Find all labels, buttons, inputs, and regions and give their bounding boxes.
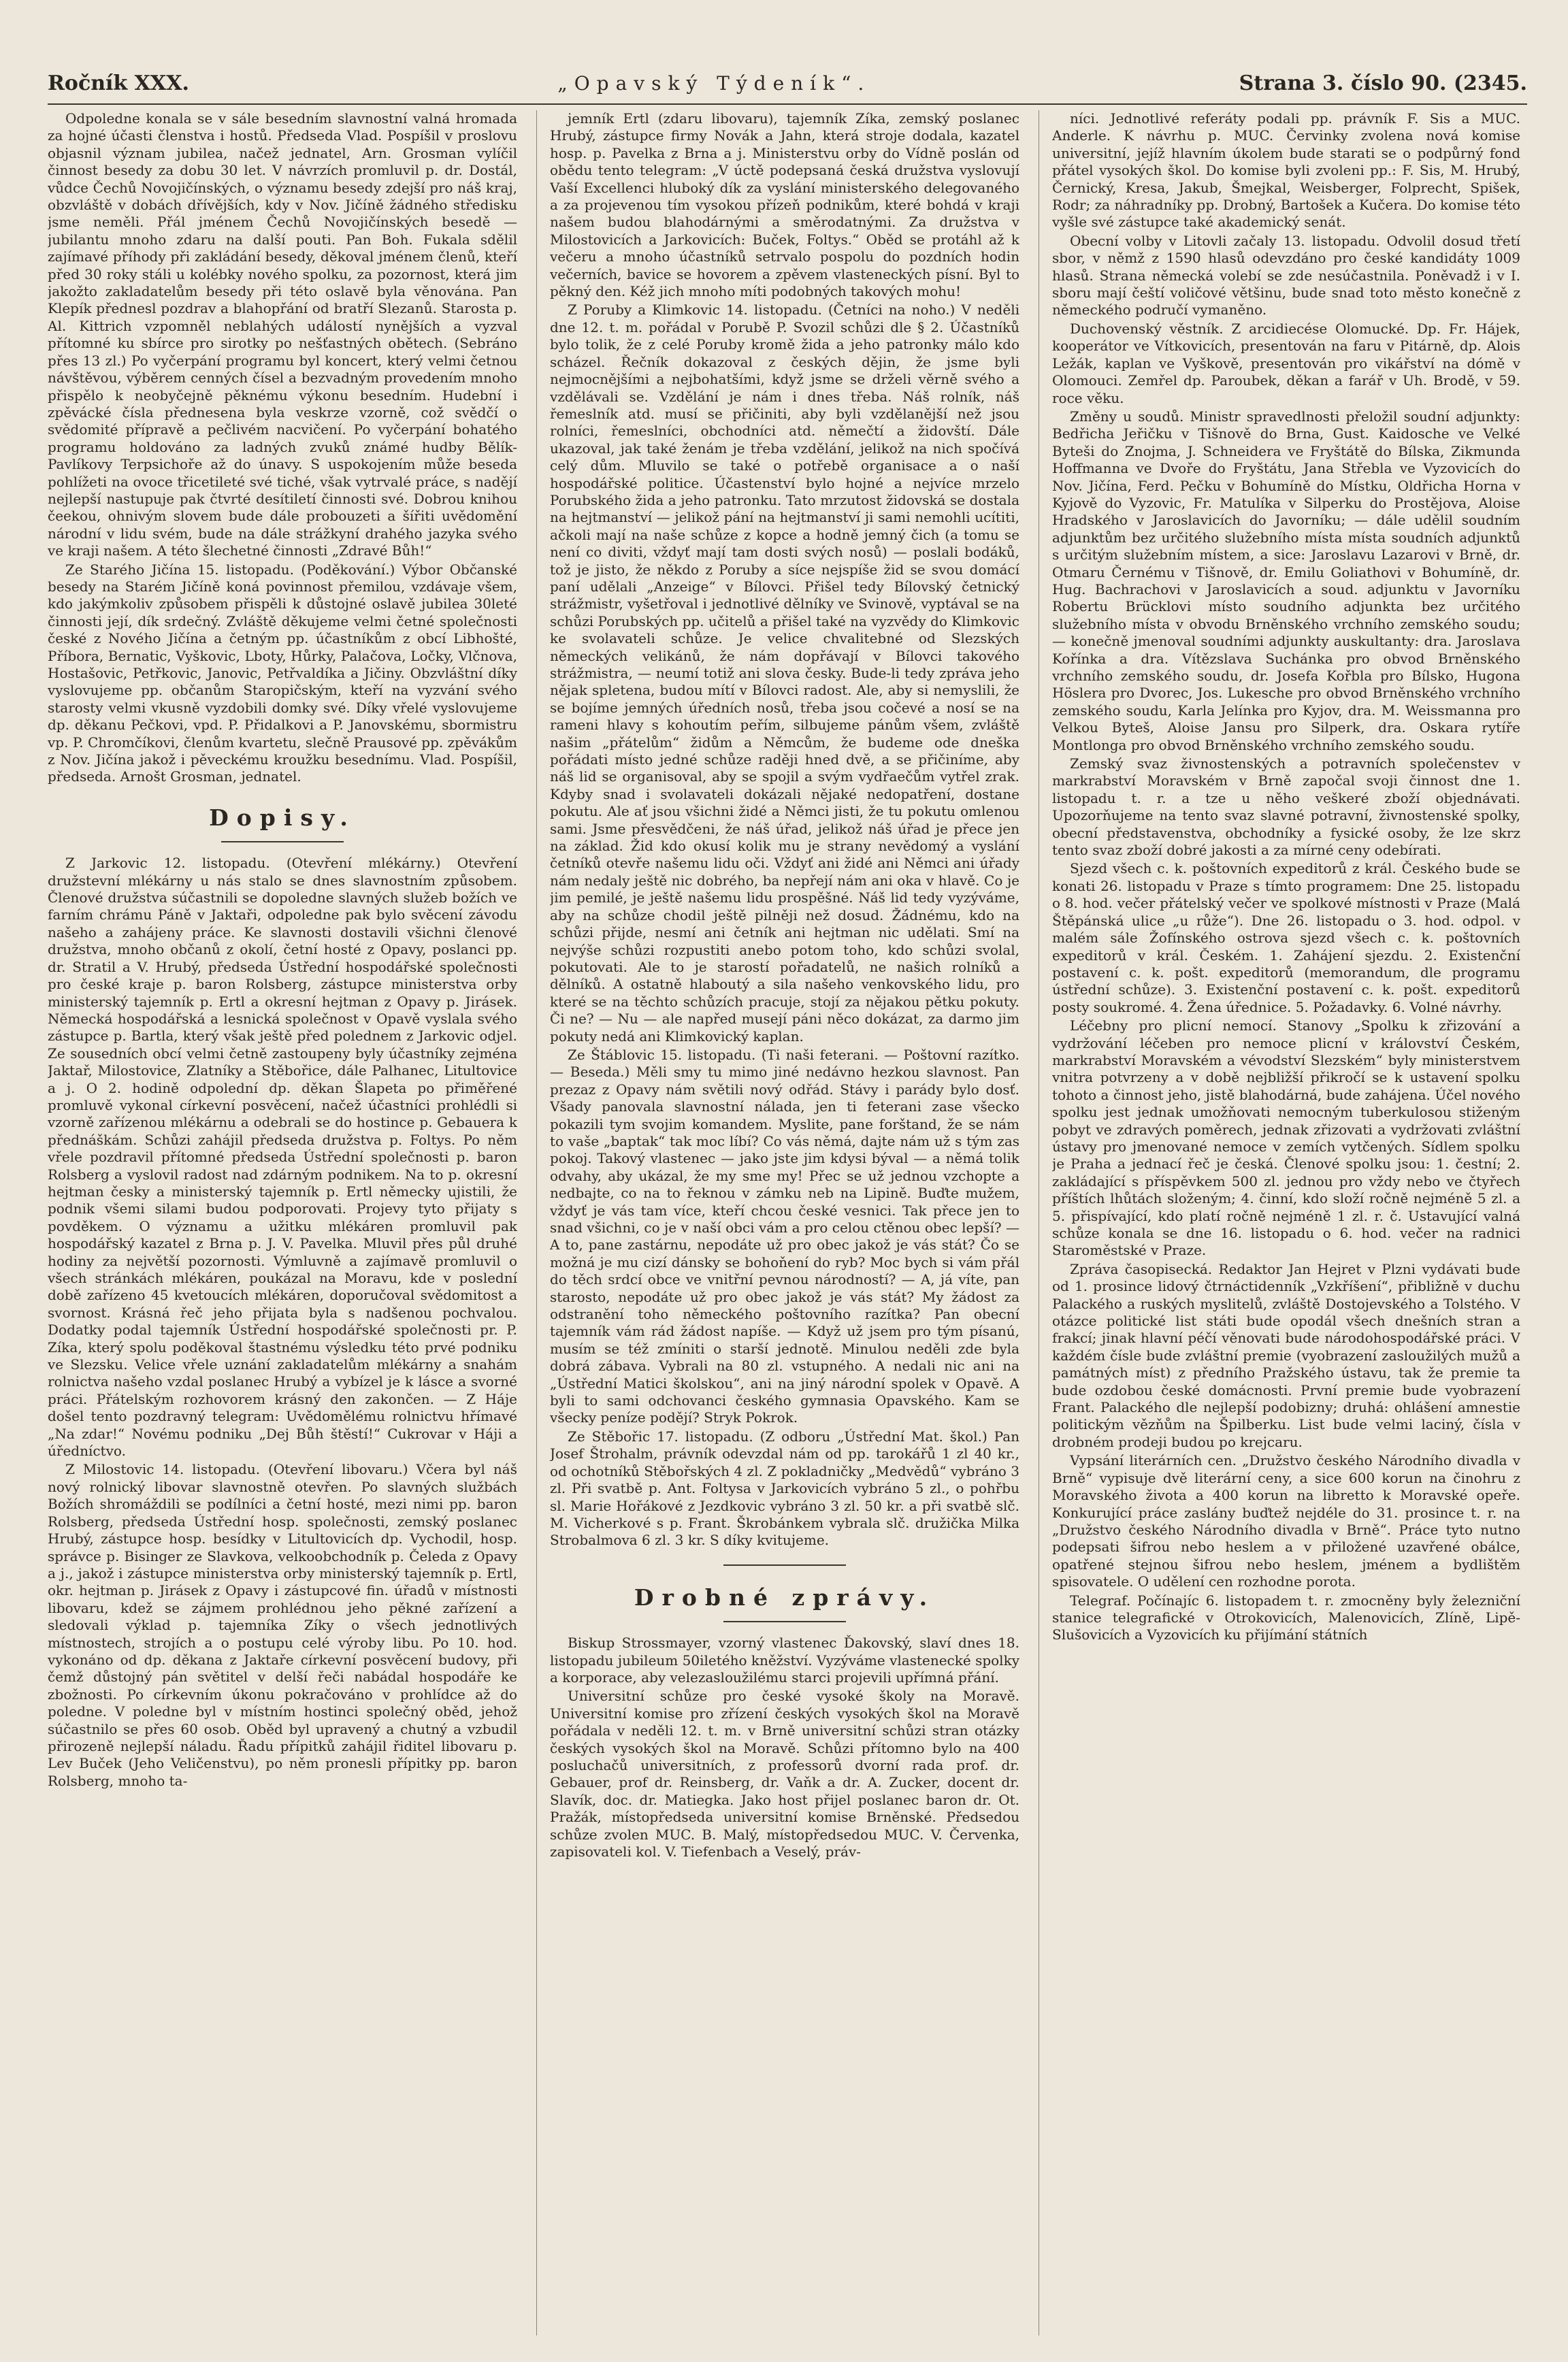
article-paragraph: jemník Ertl (zdaru libovaru), tajemník Zíka, zemský poslanec Hrubý, zástupce firmy Novák a Jahn, která stroje dodala, kazatel hosp. p. Pavelka z Brna a j. Ministerstvu orby do Vídně poslán od obědu tento telegram: „V úctě podepsaná česká družstva vyslovují Vaší Excellenci hluboký dík za vyslání ministerského delegovaného a za projevenou tím vysokou přízeň podnikům, které bohdá v kraji našem budou blahodárnými a směrodatnými. Za družstva v Milostovicích a Jarkovicích: Buček, Foltys.“ Oběd se protáhl až k večeru a mnoho účastníků setrvalo pospolu do pozdních hodin večerních, bavice se hovorem a zpěvem vlasteneckých písní. Byl to pěkný den. Kéž jich mnoho míti podobných takových mohu! <box>550 110 1019 300</box>
article-paragraph: Ze Štáblovic 15. listopadu. (Ti naši feterani. — Poštovní razítko. — Beseda.) Měli smy tu mimo jiné nedávno hezkou slavnost. Pan prezaz z Opavy nám světili nový odřád. Stávy i parády bylo dosť. Všady panovala slavnostní nálada, jen ti feterani zase všecko pokazili tym svojim komandem. Myslite, pane forštand, že se nám to vaše „baptak“ tak moc líbí? Co vás němá, dajte nám už s tým zas pokoj. Takový vlastenec — jako jste jim kdysi býval — a němá tolik odvahy, aby ukázal, že my sme my! Přec se už jednou vzchopte a nedbajte, co na to řeknou v zámku neb na Lipině. Buďte mužem, vždyť je vás tam více, kteří chcou české vesnici. Tak přece jen to snad všichni, co je v naší obci vám a pro celou ctěnou obec lepší? — A to, pane zastárnu, nepodáte už pro obec jakož je vás stát? Čo se možná je mu cizí dánsky se bohoňení do ryb? Moc bych si vám přál do těch srdcí obce ve vnitřní pevnou národností? — A, já víte, pan starosto, nepodáte už pro obec jakož je vás stát? My žádost za odstranění toho německého poštovního razítka? Pan obecní tajemník vám rád žádost napíše. — Když už jsem pro tým písanú, musím se též zmíniti o starší jednotě. Minulou neděli zde byla dobrá zábava. Vybrali na 80 zl. vstupného. A nedali nic ani na „Ústřední Matici školskou“, ani na jiný národní spolek v Opavě. A byli to sami odchovanci českého gymnasia Opavského. Kam se všecky peníze podějí? Stryk Pokrok. <box>550 1046 1019 1426</box>
section-heading-drobne-zpravy: Drobné zprávy. <box>634 1584 936 1611</box>
article-paragraph: Léčebny pro plicní nemocí. Stanovy „Spolku k zřizování a vydržování léčeben pro nemoce plicní v království Českém, markrabství Moravském a vévodství Slezském“ byly ministerstvem vnitra potvrzeny a v době nejbližší přikročí se k ustavení spolku tohoto a činnost jeho, jistě blahodárná, bude zahájena. Účel nového spolku jest jednak umožňovati nemocným tuberkulosou stiženým pobyt ve zdravých poměrech, jednak zřizovati a vydržovati zvláštní ústavy pro jmenované nemoce v zemích vytčených. Sídlem spolku je Praha a jednací řeč je česká. Členové spolku jsou: 1. čestní; 2. zakládající s příspěvkem 500 zl. jednou pro vždy nebo ve čtyřech příštích lhůtách složeným; 4. činní, kdo složí ročně nejméně 5 zl. a 5. přispívající, kdo platí ročně nejméně 1 zl. r. č. Ustavující valná schůze konala se dne 16. listopadu o 6. hod. večer na radnici Staroměstské v Praze. <box>1052 1017 1520 1259</box>
article-paragraph: Zpráva časopisecká. Redaktor Jan Hejret v Plzni vydávati bude od 1. prosince lidový čtrnáctidenník „Vzkříšení“, přibližně v duchu Palackého a ruských myslitelů, zvláště Dostojevského a Tolstého. V otázce politické list státi bude opodál všech dnešních stran a frakcí; jinak hlavní péčí věnovati bude národohospodářské práci. V každém čísle bude zvláštní premie (vyobrazení zasloužilých mužů a památných míst) z předního Pražského ústavu, tak že premie ta bude ozdobou české domácnosti. První premie bude vyobrazení Frant. Palackého dle nejlepší podobizny; druhá: ohlášení amnestie politickým vězňům na Špilberku. List bude velmi laciný, čísla v drobném prodeji budou po krejcaru. <box>1052 1260 1520 1450</box>
article-paragraph: Z Poruby a Klimkovic 14. listopadu. (Četníci na noho.) V neděli dne 12. t. m. pořádal v Porubě P. Svozil schůzi dle § 2. Účastníků bylo tolik, že z celé Poruby kromě žida a jeho patronky málo kdo scházel. Řečník dokazoval z českých dějin, že jsme byli nejmocnějšími a nejbohatšími, když jsme se drželi věrně svého a vzdělávali se. Vzdělání je nám i dnes třeba. Náš rolník, náš řemeslník atd. musí se přičiniti, aby byli vzdělanější než jsou rolníci, řemeslníci, obchodníci atd. němečtí a židovští. Dále ukazoval, jak také ženám je třeba vzdělání, jelikož na nich spočívá celý dům. Mluvilo se také o potřebě organisace a o naší hospodářské politice. Účastenství bylo hojné a nejvíce mrzelo Porubského žida a jeho patronku. Tato mrzutost židovská se dostala na hejtmanství — jelikož pání na hejtmanství ji sami nemohli ucítiti, ačkoli mají na naše schůze z kopce a hodně jemný čich (a tomu se není co diviti, vždyť mají tam dosti svých nosů) — poslali bodáků, tož je jisto, že někdo z Poruby a síce nejspíše žid se svou domácí paní udělali „Anzeige“ v Bílovci. Přišel tedy Bílovský četnický strážmistr, vyšetřoval i jednotlivé dělníky ve Svinově, vyptával se na schůzi Porubských pp. učitelů a přišel také na vyzvědy do Klimkovic ke svolavateli schůze. Je velice chvalitebné od Slezských německých velikánů, že nám dopřávají v Bílovci takového strážmistra, — neumí totiž ani slova česky. Bude-li tedy zpráva jeho nějak spletena, budou mítí v Bílovci radost. Ale, aby si nemyslili, že se bojíme jemných úředních nosů, třeba jsou cočevé a nosí se na rameni hlavy s kohoutím peřím, silbujeme pánům všem, zvláště našim „přátelům“ židům a Němcům, že budeme ode dneška pořádati místo jedné schůze raději hned dvě, a se přičiníme, aby náš lid se organisoval, aby se spojil a svým vydřaečům vytřel zrak. Kdyby snad i svolavateli dokázali nějaké nedopatření, dostane pokutu. Ale ať jsou všichni židé a Němci jisti, že tu pokutu omlenou sami. Jsme přesvědčeni, že náš úřad, jelikož náš úřad je přece jen na základ. Žid kdo okusí kolik mu je strany nevědomý a vyslání četníků otevře našemu lidu oči. Vždyť ani židé ani Němci ani úřady nám nedaly ještě nic dobrého, ba nepřejí nám ani oka v hlavě. Co je jim pemilé, je ještě našemu lidu prospěšné. Náš lid tedy vyzýváme, aby na schůze chodil ještě pilněji než dosud. Žádnému, kdo na schůzi přijde, nesmí ani četník ani hejtman nic udělati. Smí na nejvýše schůzi rozpustiti anebo potom toho, kdo schůzi svolal, pokutovati. Ale to je starostí pořadatelů, ne našich rolníků a dělníků. A ostatně hlaboutý a sila našeho venkovského lidu, pro které se na těchto schůzích pracuje, stojí za nějakou pětku pokuty. Či ne? — Nu — ale napřed musejí páni něco dokázat, za darmo jim pokuty nedá ani Klimkovický kaplan. <box>550 301 1019 1045</box>
section-heading-dopisy: Dopisy. <box>209 804 356 831</box>
article-paragraph: Změny u soudů. Ministr spravedlnosti přeložil soudní adjunkty: Bedřicha Jeřičku v Tišnově do Brna, Gust. Kaidosche ve Velké Byteši do Znojma, J. Schneidera ve Fryštátě do Bílska, Zikmunda Hoffmanna ve Dvoře do Fryštátu, Jana Střebla ve Vyzovicích do Nov. Jičína, Ferd. Pečku v Bohumíně do Místku, Oldřicha Horna v Kyjově do Vyzovic, Fr. Matulíka v Silperku do Prostějova, Aloise Hradského v Jaroslavicích do Javorníku; — dále udělil soudním adjunktům bez určitého služebního místa místa soudních adjunktů s určitým služebním místem, a sice: Jaroslavu Lazarovi v Brně, dr. Otmaru Černému v Tišnově, dr. Emilu Goliathovi v Bohumíně, dr. Hug. Bachrachovi v Jaroslavicích a soud. adjunktu v Javorníku Robertu Brücklovi místo soudního adjunkta bez určitého služebního místa v obvodu Brněnského vrchního zemského soudu; — konečně jmenoval soudními adjunkty auskultanty: dra. Jaroslava Kořínka a dra. Vítězslava Suchánka pro obvod Brněnského vrchního zemského soudu, dr. Josefa Kořbla pro Bílsko, Hugona Höslera pro Dvorec, Jos. Lukesche pro obvod Brněnského vrchního zemského soudu, Karla Jelínka pro Kyjov, dra. M. Weissmanna pro Velkou Byteš, Aloise Jansu pro Silperk, dra. Oskara rytíře Montlonga pro obvod Brněnského vrchního zemského soudu. <box>1052 408 1520 753</box>
column-1 <box>48 110 517 2335</box>
article-paragraph: Biskup Strossmayer, vzorný vlastenec Ďakovský, slaví dnes 18. listopadu jubileum 50iletého kněžství. Vyzýváme vlastenecké spolky a korporace, aby velezasloužilému starci projevili upřímná přání. <box>550 1635 1019 1686</box>
volume-label: Ročník XXX. <box>48 71 189 95</box>
article-paragraph: Vypsání literárních cen. „Družstvo českého Národního divadla v Brně“ vypisuje dvě literární ceny, a sice 600 korun na činohru z Moravského života a 400 korun na libretto k Moravské opeře. Konkurující práce zaslány buďtež nejdéle do 31. prosince t. r. na „Družstvo českého Národního divadla v Brně“. Práce tyto nutno podepsati šifrou nebo heslem a v přiložené uzavřené obálce, opatřené stejnou šifrou nebo heslem, jménem a bydlištěm spisovatele. O udělení cen rozhodne porota. <box>1052 1452 1520 1590</box>
column-divider <box>536 110 537 2335</box>
page-number-label: Strana 3. číslo 90. (2345. <box>1239 71 1527 95</box>
article-paragraph: Universitní schůze pro české vysoké školy na Moravě. Universitní komise pro zřízení českých vysokých škol na Moravě pořádala v neděli 12. t. m. v Brně universitní schůzi stran otázky českých vysokých škol na Moravě. Schůzi přítomno bylo na 400 posluchačů universitních, z professorů dvorní rada prof. dr. Gebauer, prof dr. Reinsberg, dr. Vaňk a dr. A. Zucker, docent dr. Slavík, doc. dr. Matiegka. Jako host přijel poslanec baron dr. Ot. Pražák, místopředseda universitní komise Brněnské. Předsedou schůze zvolen MUC. B. Malý, místopředsedou MUC. V. Červenka, zapisovateli kol. V. Tiefenbach a Veselý, práv- <box>550 1688 1019 1860</box>
article-paragraph: Telegraf. Počínajíc 6. listopadem t. r. zmocněny byly železniční stanice telegrafické v Otrokovicích, Malenovicích, Zlíně, Lipě-Slušovicích a Vyzovicích ku přijímání státních <box>1052 1592 1520 1643</box>
article-paragraph: Z Jarkovic 12. listopadu. (Otevření mlékárny.) Otevření družstevní mlékárny u nás stalo se dnes slavnostním způsobem. Členové družstva súčastnili se dopoledne slavných služeb božích ve farním chrámu Páně v Jaktaři, odpoledne pak bylo svěcení závodu našeho a zahájeny práce. Ke slavnosti dostavili všichni členové družstva, mnoho občanů z okolí, četní hosté z Opavy, poslanci pp. dr. Stratil a V. Hrubý, předseda Ústřední hospodářské společnosti pro české kraje p. baron Rolsberg, zástupce ministerstva orby ministerský tajemník p. Ertl a okresní hejtman z Opavy p. Jirásek. Německá hospodářská a lesnická společnost v Opavě vyslala svého zástupce p. Bartla, který však ještě před polednem z Jarkovic odjel. Ze sousedních obcí velmi četně zastoupeny byly účastníky zejména Jaktař, Milostovice, Zlatníky a Stěbořice, dále Palhanec, Litultovice a j. O 2. hodině odpolední dp. děkan Šlapeta po přiměřené promluvě vykonal církevní posvěcení, načež účastníci prohlédli si vzorně zařízenou mlékárnu a odebrali se do hostince p. Gebauera k přednáškám. Schůzi zahájil předseda družstva p. Foltys. Po něm vřele pozdravil přítomné předseda Ústřední společnosti p. baron Rolsberg a vyslovil radost nad zdárným podnikem. Na to p. okresní hejtman česky a ministerský tajemník p. Ertl německy ujistili, že podnik všemi silami budou podporovati. Projevy tyto přijaty s povděkem. O významu a užitku mlékáren promluvil pak hospodářský kazatel z Brna p. J. V. Pavelka. Mluvil přes půl druhé hodiny za největší pozornosti. Výmluvně a zajímavě promluvil o všech stránkách mlékáren, poukázal na Moravu, kde v poslední době zařízeno 45 kvetoucích mlékáren, doporučoval svědomitost a svornost. Krásná řeč jeho přijata byla s nadšenou pochvalou. Dodatky podal tajemník Ústřední hospodářské společnosti pr. P. Zíka, který spolu poděkoval štastnému výsledku této prvé podniku ve Slezsku. Velice vřele uznání zakladatelům mlékárny a snahám rolnictva našeho vzdal poslanec Hrubý a vybízel je k lásce a svorné práci. Přátelským rozhovorem krásný den zakončen. — Z Háje došel tento pozdravný telegram: Uvědomělému rolnictvu hřímavé „Na zdar!“ Novému podniku „Dej Bůh štěstí!“ Cukrovar v Háji a úředníctvo. <box>48 855 517 1460</box>
section-divider <box>221 841 344 842</box>
column-2 <box>550 110 1019 2335</box>
article-paragraph: Ze Starého Jičína 15. listopadu. (Poděkování.) Výbor Občanské besedy na Starém Jičíně koná povinnost přemilou, vzdávaje všem, kdo jakýmkoliv způsobem přispěli k důstojné oslavě jubilea 30leté činnosti její, dík srdečný. Zvláště děkujeme velmi četné společnosti české z Nového Jičína a četným pp. účastníkům z obcí Libhošté, Příbora, Bernatic, Vyškovic, Lboty, Hůrky, Palačova, Ločky, Vlčnova, Hostašovic, Petřkovic, Janovic, Petřvaldíka a Jičiny. Obzvláštní díky vyslovujeme pp. občanům Staropičským, kteří na vyzvání svého starosty velmi vkusně vyzdobili domky své. Díky vřelé vyslovujeme dp. děkanu Pečkovi, vpd. P. Přidalkovi a P. Janovskému, sbormistru vp. P. Chromčíkovi, členům kvartetu, slečně Prausové pp. zpěvákům z Nov. Jičína jakož i pěveckému kroužku besednímu. Vlad. Pospíšil, předseda. Arnošt Grosman, jednatel. <box>48 561 517 785</box>
newspaper-title: „Opavský Týdeník“. <box>557 71 871 95</box>
article-paragraph: Zemský svaz živnostenských a potravních společenstev v markrabství Moravském v Brně započal svoji činnost dne 1. listopadu t. r. a tze u něho veškeré zboží objednávati. Upozorňujeme na tento svaz slavné potravní, živnostenské spolky, obecní představenstva, obchodníky a fysické osoby, že lze skrz tento svaz zboží dobré jakosti a za mírné ceny odebírati. <box>1052 755 1520 859</box>
article-paragraph: Sjezd všech c. k. poštovních expeditorů z král. Českého bude se konati 26. listopadu v Praze s tímto programem: Dne 25. listopadu o 8. hod. večer přátelský večer ve spolkové místnosti v Praze (Malá Štěpánská ulice „u růže“). Dne 26. listopadu o 3. hod. odpol. v malém sále Žofínského ostrova sjezd všech c. k. poštovních expeditorů v král. Českém. 1. Zahájení sjezdu. 2. Existenční postavení c. k. pošt. expeditorů (memorandum, dle programu ústřední schůze). 3. Existenční postavení c. k. pošt. expeditorů posty soukromé. 4. Žena úřednice. 5. Požadavky. 6. Volné návrhy. <box>1052 860 1520 1015</box>
column-3 <box>1052 110 1520 2335</box>
article-paragraph: níci. Jednotlivé referáty podali pp. právník F. Sis a MUC. Anderle. K návrhu p. MUC. Červinky zvolena nová komise universitní, jejíž hlavním úkolem bude starati se o podpůrný fond přátel vysokých škol. Do komise byli zvoleni pp.: F. Sis, M. Hrubý, Černický, Kresa, Jakub, Šmejkal, Weisberger, Folprecht, Spišek, Rodr; za náhradníky pp. Drobný, Bartošek a Kučera. Do komise této vyšle své zástupce také akademický senát. <box>1052 110 1520 231</box>
section-divider <box>723 1564 846 1566</box>
article-paragraph: Odpoledne konala se v sále besedním slavnostní valná hromada za hojné účasti členstva i hostů. Předseda Vlad. Pospíšil v proslovu objasnil význam jubilea, načež jednatel, Arn. Grosman vylíčil činnost besedy za dobu 30 let. V návrzích promluvil p. dr. Dostál, vůdce Čechů Novojičínských, o významu besedy zdejší pro náš kraj, obzvláště v dobách dřívějších, kdy v Nov. Jičíně žádného středisku jsme neměli. Přál jménem Čechů Novojičínských besedě — jubilantu mnoho zdaru na další pouti. Pan Boh. Fukala sdělil zajímavé příhody při zakládání besedy, děkoval jménem členů, kteří před 30 roky stáli u kolébky nového spolku, za pozornost, která jim jakožto zakladatelům besedy při této oslavě byla věnována. Pan Klepík přednesl pozdrav a blahopřání od bratří Slezanů. Starosta p. Al. Kittrich vzpomněl neblahých událostí nynějších a vyzval přítomné ku sbírce pro sirotky po nešťastných obětech. (Sebráno přes 13 zl.) Po vyčerpání programu byl koncert, který velmi četnou návštěvou, výběrem cenných čísel a bezvadným provedením mnoho přispělo k neobyčejně pěknému výkonu besedním. Hudební i zpěvácké čísla přednesena byla veskrze vzorně, což svědčí o svědomité přípravě a pečlivém nacvičení. Po vyčerpání bohatého programu holdováno za ladných zvuků známé hudby Bělík-Pavlíkovy Terpsichoře až do únavy. S uspokojením může beseda pohlížeti na ovoce třicetileté své tiché, však vytrvalé práce, s nadějí nejlepší nastupuje pak čtvrté desítiletí činnosti své. Dobrou knihou čeekou, ohnivým slovem bude dále probouzeti a šířiti uvědomění národní v lidu svém, bude na dále strážkyní drahého jazyka svého ve kraji našem. A této šlechetné činnosti „Zdravé Bůh!“ <box>48 110 517 559</box>
section-divider <box>723 1621 846 1622</box>
article-paragraph: Duchovenský věstník. Z arcidiecése Olomucké. Dp. Fr. Hájek, kooperátor ve Vítkovicích, presentován na faru v Pitárně, dp. Alois Ležák, kaplan ve Vyškově, presentován pro vikářství na dómě v Olomouci. Zemřel dp. Paroubek, děkan a farář v Uh. Brodě, v 59. roce věku. <box>1052 320 1520 406</box>
article-paragraph: Ze Stěbořic 17. listopadu. (Z odboru „Ústřední Mat. škol.) Pan Josef Štrohalm, právník odevzdal nám od pp. tarokářů 1 zl 40 kr., od ochotníků Stěbořských 4 zl. Z pokladničky „Medvědů“ vybráno 3 zl. Při svatbě p. Ant. Foltysa v Jarkovicích vybráno 5 zl., o pohřbu sl. Marie Hořákové z Jezdkovic vybráno 3 zl. 50 kr. a při svatbě slč. M. Vicherkové s p. Frant. Škrobánkem vybrala slč. družička Milka Strobalmova 6 zl. 3 kr. S díky kvitujeme. <box>550 1428 1019 1549</box>
page-header <box>48 63 1527 105</box>
article-paragraph: Obecní volby v Litovli začaly 13. listopadu. Odvolil dosud třetí sbor, v němž z 1590 hlasů odevzdáno pro české kandidáty 1009 hlasů. Strana německá volebí se zde nesúčastnila. Poněvadž i v I. sboru mají čeští voličové většinu, bude snad toto město konečně z německého područí vymaněno. <box>1052 232 1520 318</box>
article-paragraph: Z Milostovic 14. listopadu. (Otevření libovaru.) Včera byl náš nový rolnický libovar slavnostně otevřen. Po slavných službách Božích shromáždili se podílníci a četní hosté, mezi nimi pp. baron Rolsberg, předseda Ústřední hosp. společnosti, zemský poslanec Hrubý, zástupce hosp. besídky v Litultovicích dp. Vychodil, hosp. správce p. Bisinger ze Slavkova, velkoobchodník p. Čeleda z Opavy a j., jakož i zástupce ministerstva orby ministerský tajemník p. Ertl, okr. hejtman p. Jirásek z Opavy i zástupcové fin. úřadů v místnosti libovaru, kdež se zájmem prohlédnou jeho pěkné zařízení a sledovali výklad p. tajemníka Zíky o všech jednotlivých místnostech, strojích a o postupu celé výroby libu. Po 10. hod. vykonáno od dp. děkana z Jaktaře církevní posvěcení budovy, při čemž důstojný pán světitel v delší řeči nabádal hospodáře ke zbožnosti. Po církevním úkonu pokračováno v prohlídce až do poledne. V poledne byl v místním hostinci společný oběd, jehož súčastnilo se přes 60 osob. Oběd byl upravený a chutný a vzbudil přirozeně nejlepší náladu. Řadu přípitků zahájil řiditel libovaru p. Lev Buček (Jeho Veličenstvu), po něm pronesli přípitky pp. baron Rolsberg, mnoho ta- <box>48 1461 517 1789</box>
